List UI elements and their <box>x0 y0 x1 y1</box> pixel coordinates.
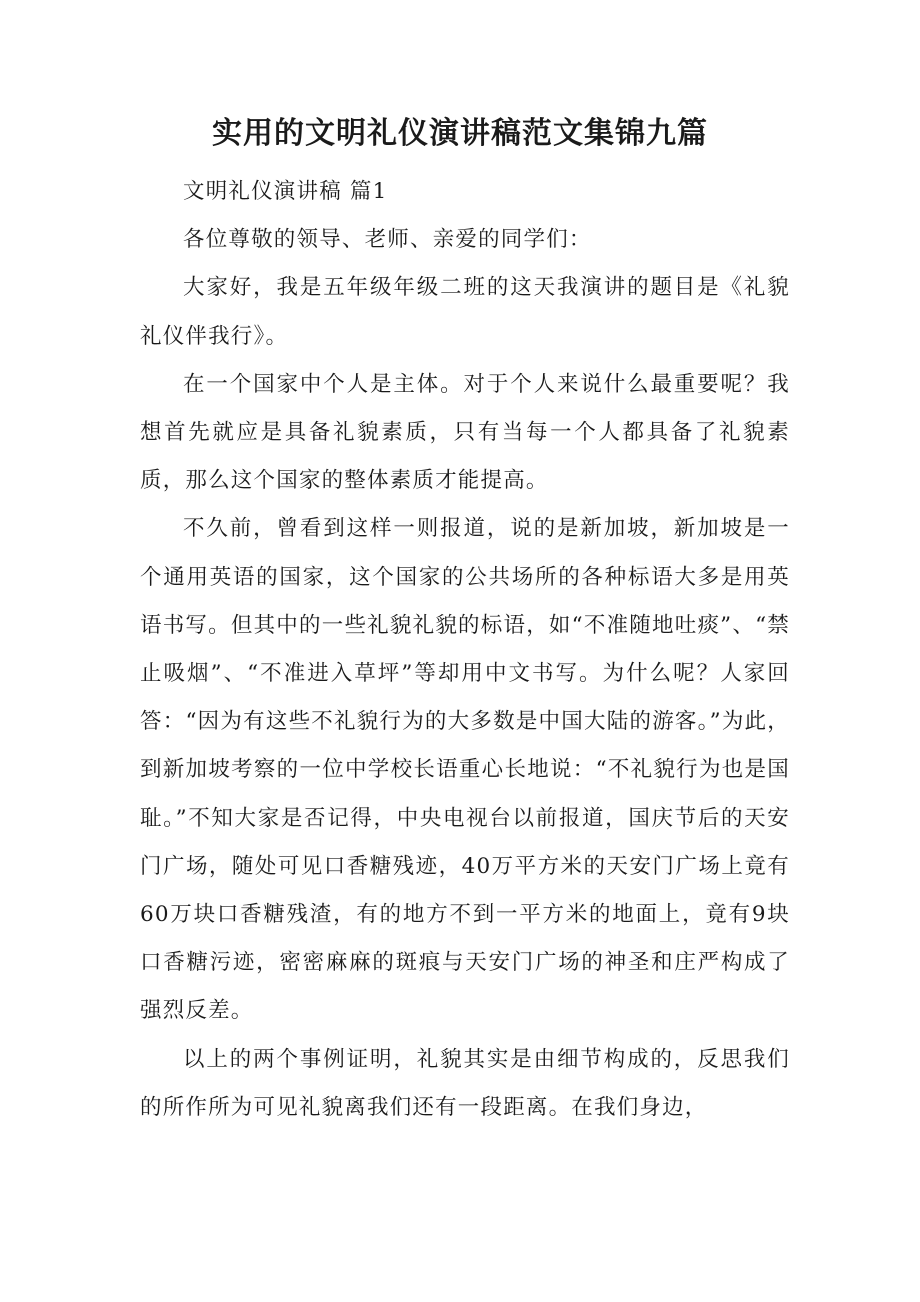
body-paragraph: 不久前，曾看到这样一则报道，说的是新加坡，新加坡是一个通用英语的国家，这个国家的公共场所的各种标语大多是用英语书写。但其中的一些礼貌礼貌的标语，如“不准随地吐痰”、“禁止吸烟”、“不准进入草坪”等却用中文书写。为什么呢？人家回答：“因为有这些不礼貌行为的大多数是中国大陆的游客。”为此，到新加坡考察的一位中学校长语重心长地说：“不礼貌行为也是国耻。”不知大家是否记得，中央电视台以前报道，国庆节后的天安门广场，随处可见口香糖残迹，40万平方米的天安门广场上竟有60万块口香糖残渣，有的地方不到一平方米的地面上，竟有9块口香糖污迹，密密麻麻的斑痕与天安门广场的神圣和庄严构成了强烈反差。 <box>140 516 790 1024</box>
document-body <box>140 168 790 1132</box>
body-paragraph: 以上的两个事例证明，礼貌其实是由细节构成的，反思我们的所作所为可见礼貌离我们还有一段距离。在我们身边， <box>140 1046 790 1120</box>
document-title: 实用的文明礼仪演讲稿范文集锦九篇 <box>212 116 708 151</box>
salutation-paragraph: 各位尊敬的领导、老师、亲爱的同学们： <box>183 227 592 253</box>
body-paragraph: 在一个国家中个人是主体。对于个人来说什么最重要呢？我想首先就应是具备礼貌素质，只有当每一个人都具备了礼貌素质，那么这个国家的整体素质才能提高。 <box>140 371 790 494</box>
section-heading: 文明礼仪演讲稿 篇1 <box>183 179 388 204</box>
body-paragraph: 大家好，我是五年级年级二班的这天我演讲的题目是《礼貌礼仪伴我行》。 <box>140 275 790 349</box>
